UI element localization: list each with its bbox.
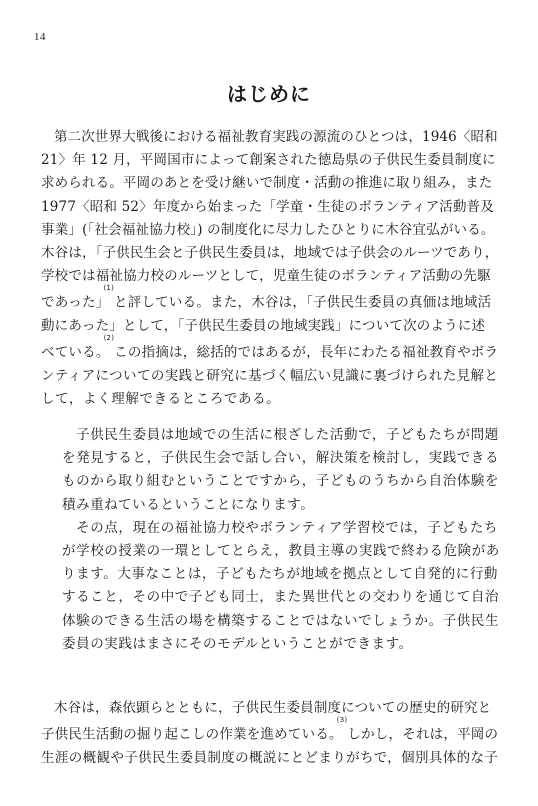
text-line <box>41 284 498 315</box>
text-line: 動にあった」として，「子供民生委員の地域実践」について次のように述 <box>41 318 486 335</box>
text-line: 1977〈昭和 52〉年度から始まった「学童・生徒のボランティア活動普及 <box>41 198 495 215</box>
text-line: 学校では福祉協力校のルーツとして，児童生徒のボランティア活動の先駆 <box>41 268 491 285</box>
quote-line: が学校の授業の一環としてとらえ，教員主導の実践で終わる危険があ <box>62 543 500 560</box>
text-segment: しかし，それは，平岡の <box>347 726 499 743</box>
footnote-marker: (3) <box>336 716 348 725</box>
text-line <box>41 716 499 747</box>
quote-line: すること，その中で子ども同士，また異世代との交わりを通じて自治 <box>62 589 500 606</box>
text-line: 生涯の概観や子供民生委員制度の概説にとどまりがちで，個別具体的な子 <box>41 749 499 766</box>
text-line: 第二次世界大戦後における福祉教育実践の源流のひとつは，1946〈昭和 <box>54 129 498 145</box>
second-paragraph <box>41 697 498 770</box>
text-line: ンティアについての実践と研究に基づく幅広い見識に裏づけられた見解と <box>41 368 499 385</box>
quote-line: その点，現在の福祉協力校やボランティア学習校では，子どもたち <box>62 519 499 536</box>
footnote-marker: (1) <box>103 284 115 293</box>
quote-line: を発見すると，子供民生会で話し合い，解決策を検討し，実践できる <box>62 450 500 467</box>
intro-paragraph <box>41 126 498 411</box>
text-line <box>41 334 499 365</box>
quote-line: ります。大事なことは，子どもたちが地域を拠点として自発的に行動 <box>62 566 499 583</box>
text-segment: であった」 <box>41 294 110 311</box>
footnote-marker: (2) <box>103 334 115 343</box>
text-line: 21〉年 12 月，平岡国市によって創案された徳島県の子供民生委員制度に <box>41 152 496 169</box>
text-line: して，よく理解できるところである。 <box>41 391 281 408</box>
quote-line: 委員の実践はまさにそのモデルということができます。 <box>62 635 413 652</box>
text-line: 木谷は，森依顕らとともに，子供民生委員制度についての歴史的研究と <box>54 700 492 716</box>
block-quote <box>62 424 500 656</box>
text-segment: と評している。また，木谷は，「子供民生委員の真価は地域活 <box>114 294 492 311</box>
page-title: はじめに <box>227 82 311 106</box>
quote-line: ものから取り組むということですから，子どものうちから自治体験を <box>62 473 500 490</box>
text-segment: べている。 <box>41 344 110 361</box>
text-line: 事業」(「社会福祉協力校」) の制度化に尽力したひとりに木谷宜弘がいる。 <box>41 221 495 238</box>
text-line: 木谷は，「子供民生会と子供民生委員は，地域では子供会のルーツであり， <box>41 245 499 262</box>
quote-line: 積み重ねているということになります。 <box>62 496 315 513</box>
text-line: 求められる。平岡のあとを受け継いで制度・活動の推進に取り組み，また <box>41 175 493 192</box>
page-number: 14 <box>34 31 46 43</box>
text-segment: この指摘は，総括的ではあるが，長年にわたる福祉教育やボラ <box>114 344 499 361</box>
text-segment: 子供民生活動の掘り起こしの作業を進めている。 <box>41 726 343 743</box>
quote-line: 子供民生委員は地域での生活に根ざした活動で，子どもたちが問題 <box>62 427 499 443</box>
quote-line: 体験のできる生活の場を構築することではないでしょうか。子供民生 <box>62 612 500 629</box>
